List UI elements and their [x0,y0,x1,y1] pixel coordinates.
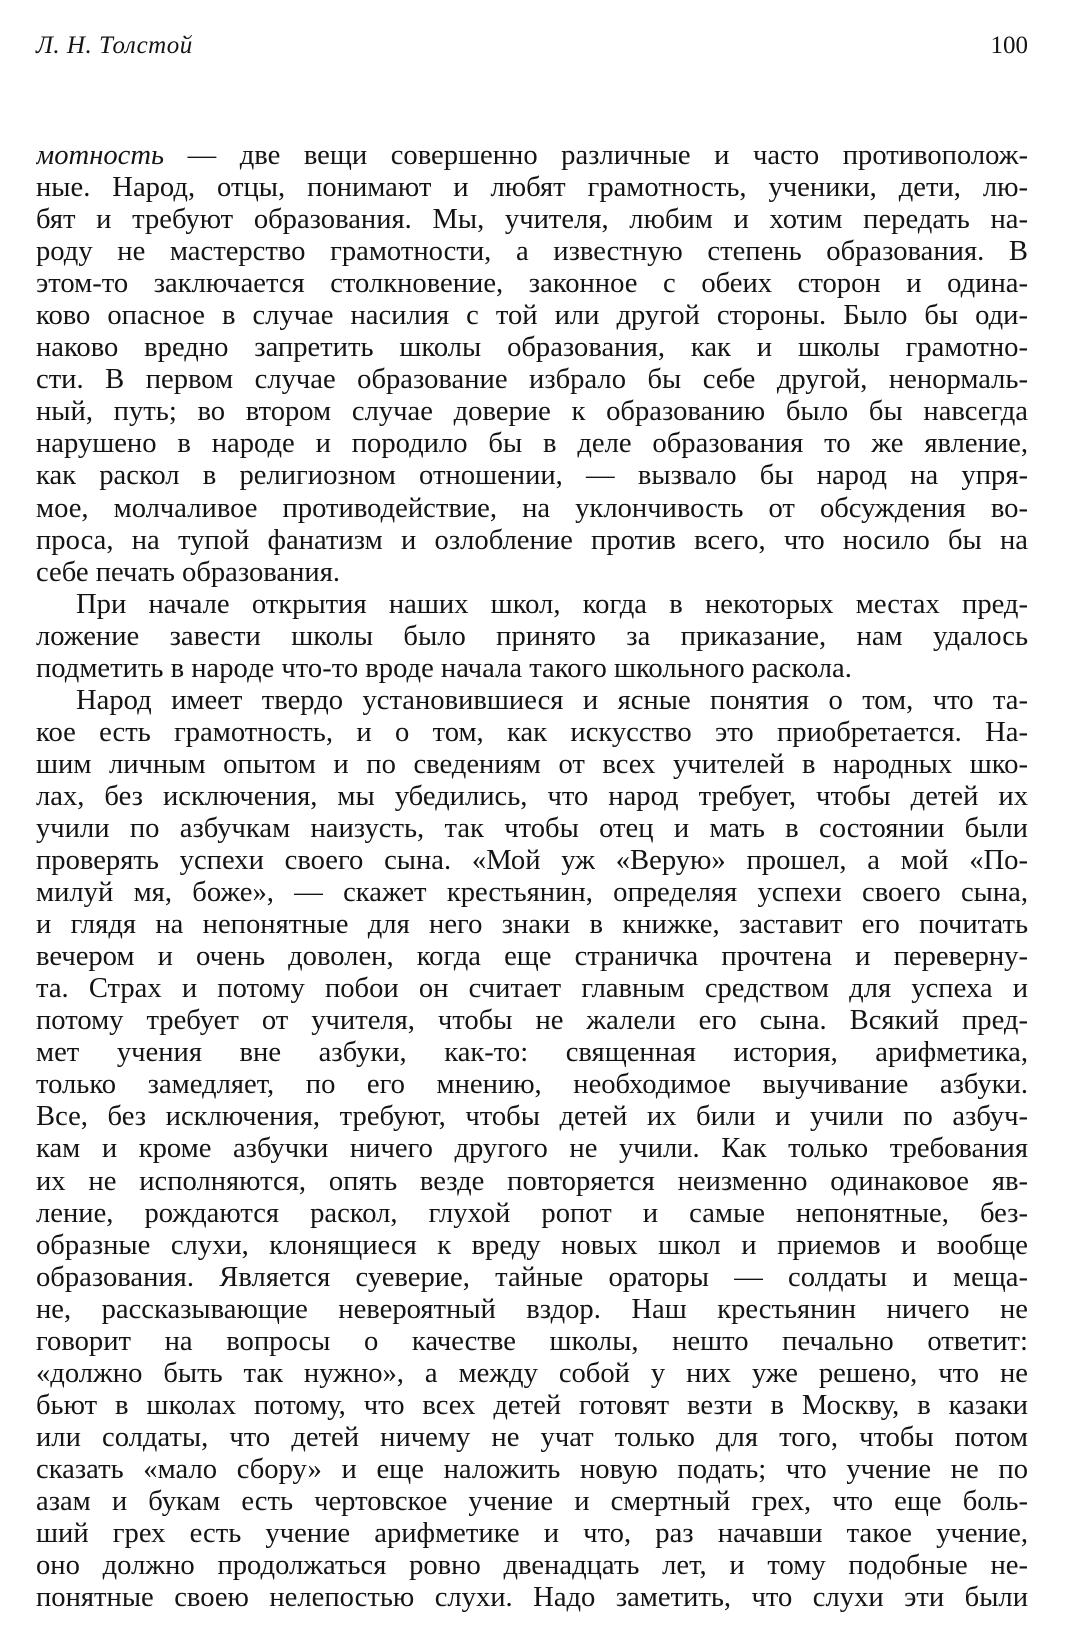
text-line: ково опасное в случае насилия с той или другой стороны. Было бы оди- [36,300,1028,332]
page-number: 100 [990,32,1028,59]
text-line: Народ имеет твердо установившиеся и ясные понятия о том, что та- [76,684,1028,716]
text-line: понятные своею нелепостью слухи. Надо заметить, что слухи эти были [36,1582,1028,1614]
text-line: сти. В первом случае образование избрало бы себе другой, ненормаль- [36,364,1028,396]
text-line: проса, на тупой фанатизм и озлобление против всего, что носило бы на [36,524,1028,556]
text-line: сказать «мало сбору» и еще наложить новую подать; что учение не по [36,1453,1028,1485]
text-line: ший грех есть учение арифметике и что, раз начавши такое учение, [36,1518,1028,1550]
text-line: «должно быть так нужно», а между собой у них уже решено, что не [36,1357,1028,1389]
text-line: себе печать образования. [36,556,341,588]
text-line: ление, рождаются раскол, глухой ропот и самые непонятные, без- [36,1197,1028,1229]
text-line: ные. Народ, отцы, понимают и любят грамотность, ученики, дети, лю- [36,172,1028,204]
text-line: мет учения вне азбуки, как-то: священная история, арифметика, [36,1037,1028,1069]
text-line: говорит на вопросы о качестве школы, нешто печально ответит: [36,1325,1028,1357]
italic-word: мотность [36,140,165,171]
text-line: нарушено в народе и породило бы в деле образования то же явление, [36,428,1028,460]
text-line: азам и букам есть чертовское учение и смертный грех, что еще боль- [36,1485,1028,1517]
text-line: вечером и очень доволен, когда еще страничка прочтена и переверну- [36,941,1028,973]
line-text: — две вещи совершенно различные и часто противополож- [164,140,1028,171]
text-line: или солдаты, что детей ничему не учат только для того, чтобы потом [36,1421,1028,1453]
text-line: образные слухи, клонящиеся к вреду новых школ и приемов и вообще [36,1229,1028,1261]
text-line: этом-то заключается столкновение, законное с обеих сторон и одина- [36,268,1028,300]
text-line: только замедляет, по его мнению, необходимое выучивание азбуки. [36,1069,1028,1101]
text-line: Все, без исключения, требуют, чтобы детей их били и учили по азбуч- [36,1101,1028,1133]
text-line: и глядя на непонятные для него знаки в книжке, заставит его почитать [36,909,1028,941]
text-line: ложение завести школы было принято за приказание, нам удалось [36,620,1028,652]
text-line: та. Страх и потому побои он считает главным средством для успеха и [36,973,1028,1005]
text-line: При начале открытия наших школ, когда в некоторых местах пред- [76,588,1028,620]
text-line: мое, молчаливое противодействие, на уклончивость от обсуждения во- [36,492,1028,524]
text-line: кам и кроме азбучки ничего другого не учили. Как только требования [36,1133,1028,1165]
text-line: лах, без исключения, мы убедились, что народ требует, чтобы детей их [36,780,1028,812]
text-line: проверять успехи своего сына. «Мой уж «Верую» прошел, а мой «По- [36,845,1028,877]
text-line: учили по азбучкам наизусть, так чтобы отец и мать в состоянии были [36,812,1028,844]
text-line: ный, путь; во втором случае доверие к образованию было бы навсегда [36,396,1028,428]
text-line: бьют в школах потому, что всех детей готовят везти в Москву, в казаки [36,1389,1028,1421]
text-line: наково вредно запретить школы образования, как и школы грамотно- [36,332,1028,364]
text-line: не, рассказывающие невероятный вздор. Наш крестьянин ничего не [36,1293,1028,1325]
text-line: кое есть грамотность, и о том, как искусство это приобретается. На- [36,716,1028,748]
text-line: оно должно продолжаться ровно двенадцать лет, и тому подобные не- [36,1550,1028,1582]
text-line: подметить в народе что-то вроде начала такого школьного раскола. [36,652,852,684]
running-header-author: Л. Н. Толстой [36,32,193,59]
text-line: образования. Является суеверие, тайные ораторы — солдаты и меща- [36,1261,1028,1293]
running-header [36,32,1028,72]
text-line: их не исполняются, опять везде повторяется неизменно одинаковое яв- [36,1165,1028,1197]
text-line: шим личным опытом и по сведениям от всех учителей в народных шко- [36,748,1028,780]
text-line: роду не мастерство грамотности, а известную степень образования. В [36,236,1028,268]
body-text [36,140,1028,1614]
text-line [36,140,1028,172]
text-line: как раскол в религиозном отношении, — вызвало бы народ на упря- [36,460,1028,492]
text-line: бят и требуют образования. Мы, учителя, любим и хотим передать на- [36,204,1028,236]
text-line: потому требует от учителя, чтобы не жалели его сына. Всякий пред- [36,1005,1028,1037]
text-line: милуй мя, боже», — скажет крестьянин, определяя успехи своего сына, [36,877,1028,909]
